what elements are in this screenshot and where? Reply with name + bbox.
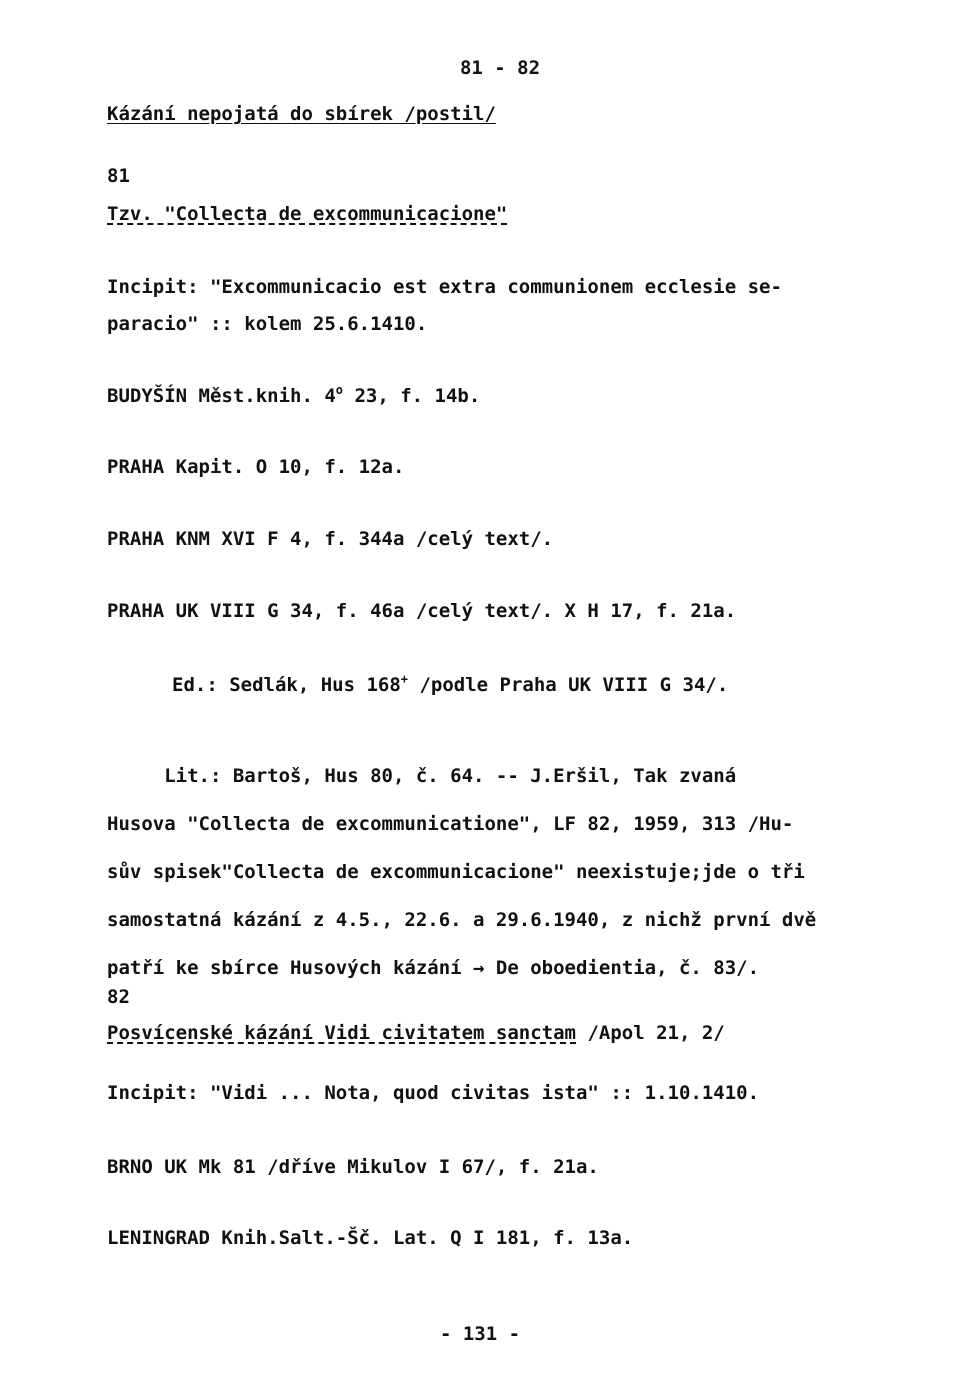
literature-line: Husova "Collecta de excommunicatione", LF 82, 1959, 313 /Hu- [107,813,794,835]
entry-82-manuscript-brno: BRNO UK Mk 81 /dříve Mikulov I 67/, f. 21a. [107,1156,599,1178]
page-range-header: 81 - 82 [459,57,541,79]
entry-82-title-suffix: /Apol 21, 2/ [576,1022,725,1044]
entry-81-manuscript-praha-kapit: PRAHA Kapit. O 10, f. 12a. [107,456,405,478]
page-number-footer: - 131 - [439,1323,521,1345]
entry-81-number: 81 [107,165,130,187]
entry-81-incipit-line1: Incipit: "Excommunicacio est extra communionem ecclesie se- [107,276,782,298]
entry-81-manuscript-budysin: BUDYŠÍN Měst.knih. 4$^o$ 23, f. 14b. [107,383,481,407]
literature-line: Lit.: Bartoš, Hus 80, č. 64. -- J.Eršil, Tak zvaná [107,765,737,787]
entry-82-title-row [107,1022,725,1045]
entry-81-title: Tzv. "Collecta de excommunicacione" [107,203,508,225]
entry-82-number: 82 [107,986,130,1008]
entry-82-title: Posvícenské kázání Vidi civitatem sanctam [107,1022,576,1044]
literature-line: patří ke sbírce Husových kázání → De oboedientia, č. 83/. [107,957,760,979]
entry-82-manuscript-leningrad: LENINGRAD Knih.Salt.-Šč. Lat. Q I 181, f. 13a. [107,1227,634,1249]
entry-81-incipit-line2: paracio" :: kolem 25.6.1410. [107,313,428,335]
section-title: Kázání nepojatá do sbírek /postil/ [107,103,496,125]
literature-line: samostatná kázání z 4.5., 22.6. a 29.6.1940, z nichž první dvě [107,909,817,931]
entry-81-manuscript-praha-uk: PRAHA UK VIII G 34, f. 46a /celý text/. X H 17, f. 21a. [107,600,737,622]
entry-82-incipit: Incipit: "Vidi ... Nota, quod civitas ista" :: 1.10.1410. [107,1082,760,1104]
entry-81-manuscript-praha-knm: PRAHA KNM XVI F 4, f. 344a /celý text/. [107,528,554,550]
literature-line: sův spisek"Collecta de excommunicacione" neexistuje;jde o tři [107,861,805,883]
entry-81-literature [107,740,897,1004]
entry-81-edition: Ed.: Sedlák, Hus 168+ /podle Praha UK VIII G 34/. [172,672,729,696]
